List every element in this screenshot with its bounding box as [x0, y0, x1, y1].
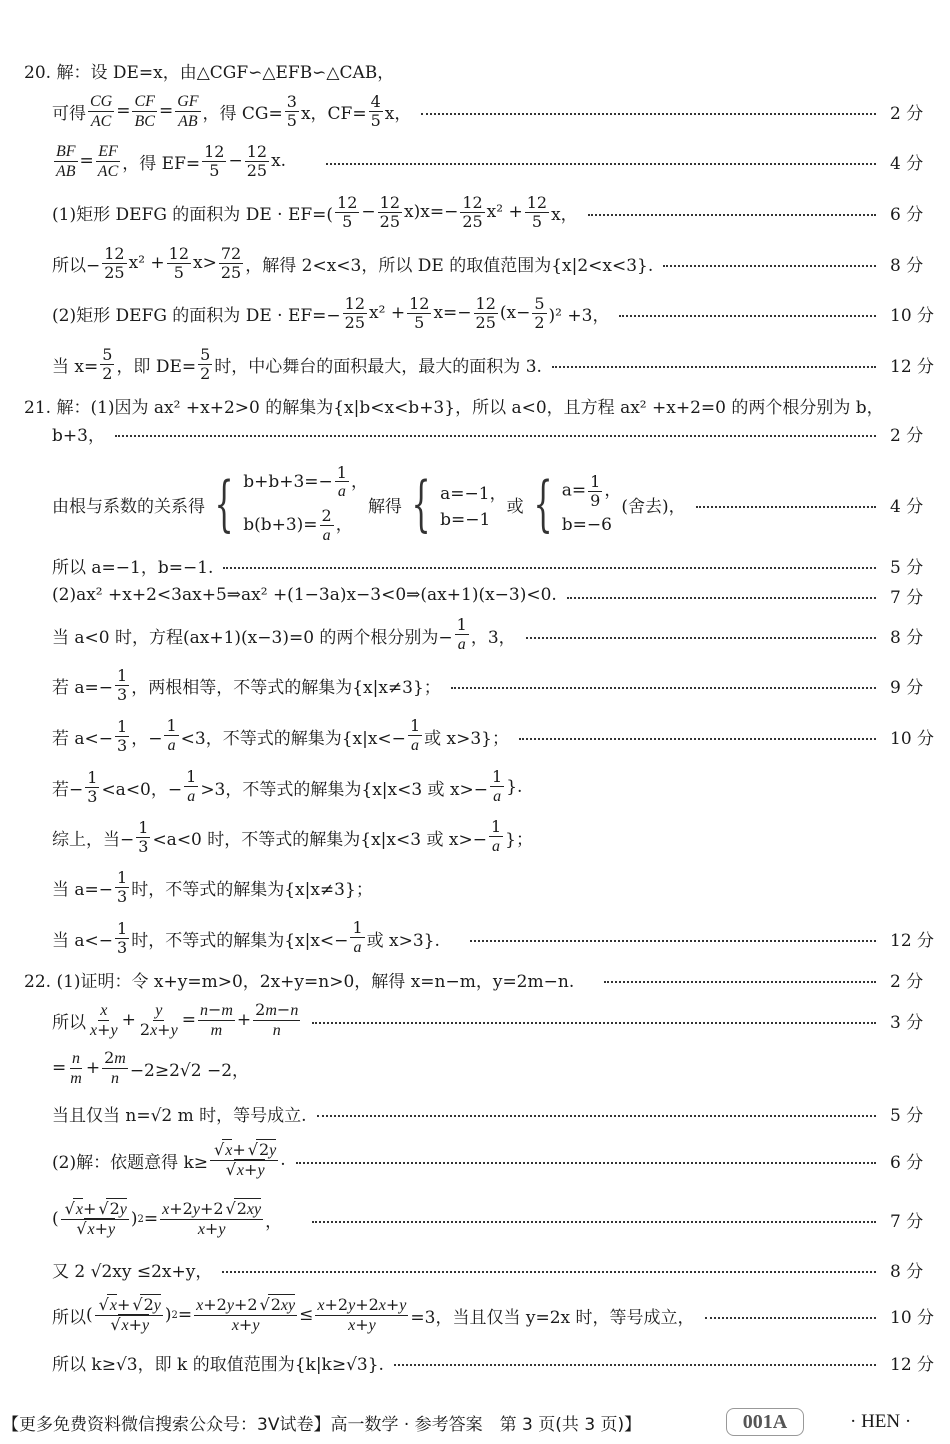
score-label: 5 分: [890, 1105, 924, 1126]
text: 当 x=: [52, 356, 99, 377]
leader-dots: [526, 637, 876, 639]
text: b+b+3=−: [243, 471, 333, 492]
p22-line-6: ( √ x+ √ 2y √ x+y ) 2 = $\frac{x+2y+2 √ 2xy}{x+y}$ ， 7 分: [0, 1204, 950, 1234]
fraction: $\frac{12}{5}$: [526, 192, 548, 231]
text: x=−: [433, 303, 472, 323]
score-label: 7 分: [890, 1211, 924, 1232]
fraction: $\frac{12}{25}$: [246, 141, 268, 180]
text: 由根与系数的关系得: [52, 496, 205, 517]
p20-line-6: [0, 293, 950, 332]
text: 可得: [52, 103, 86, 124]
fraction: $\frac{GF}{AB}$: [177, 92, 199, 130]
text: 所以: [52, 1012, 86, 1033]
score-label: 6 分: [890, 1152, 924, 1173]
leader-dots: [394, 1364, 876, 1366]
leader-dots: [552, 366, 876, 368]
score-label: 4 分: [890, 153, 924, 174]
fraction: $\frac{12}{5}$: [204, 141, 225, 180]
p21-line-12: 当 a<− $\frac{1}{3}$ 时，不等式的解集为{x|x<− $\frac{1}{a}$ 或 x>3}. 12 分: [0, 923, 950, 953]
score-label: 9 分: [890, 677, 924, 698]
p20-line-4: (1)矩形 DEFG 的面积为 DE · EF=( $\frac{12}{5}$ − $\frac{12}{25}$ x)x=− $\frac{12}{25}$ x² + $\frac{12}{5}$ x， 6 分: [0, 197, 950, 227]
leader-dots: [567, 597, 876, 599]
leader-dots: [223, 567, 876, 569]
p22-line-5: (2)解：依题意得 k≥ √ x+ √ 2y √ x+y . 6 分: [0, 1145, 950, 1175]
leader-dots: [696, 506, 876, 508]
p22-line-9: [0, 1347, 950, 1377]
leader-dots: [312, 1022, 876, 1024]
text: 解得: [367, 496, 402, 517]
text: ，−: [131, 728, 163, 749]
text: a=: [561, 480, 587, 501]
p20-line-3: $\frac{BF}{AB}$ = $\frac{EF}{AC}$ ，得 EF= $\frac{12}{5}$ − $\frac{12}{25}$ x. 4 分: [0, 146, 950, 176]
text: 综上，当−: [52, 829, 135, 850]
p21-line-9: 若− $\frac{1}{3}$ <a<0，− $\frac{1}{a}$ >3，不等式的解集为{x|x<3 或 x>− $\frac{1}{a}$ }.: [52, 767, 523, 806]
text: 时，不等式的解集为{x|x<−: [131, 930, 349, 951]
p22-line-3: = $\frac{n}{m}$ + $\frac{2m}{n}$ −2≥2√2 −2，: [52, 1047, 250, 1087]
p22-line-8: 所以 ( √ x+ √ 2y √ x+y ) 2 = $\frac{x+2y+2 √ 2xy}{x+y}$ ≤ $\frac{x+2y+2x+y}{x+y}$ =3，当且仅当 y=2x 时，等号成立， 10 分: [0, 1300, 950, 1330]
text: 当 a<0 时，方程(ax+1)(x−3)=0 的两个根分别为−: [52, 627, 453, 648]
solution-system-alt: { a= $\frac{1}{9}$ ， b=−6: [533, 469, 622, 539]
text: x，: [551, 204, 578, 225]
leader-dots: [604, 981, 876, 983]
text: 当且仅当 n=√2 m 时，等号成立.: [52, 1105, 307, 1126]
score-label: 10 分: [890, 728, 935, 749]
page-footer: [0, 1404, 950, 1440]
leader-dots: [326, 163, 876, 165]
text: (2)ax² +x+2<3ax+5⇒ax² +(1−3a)x−3<0⇒(ax+1)(x−3)<0.: [52, 585, 557, 605]
fraction: $\frac{12}{5}$: [337, 192, 358, 231]
p20-line-2: 可得 $\frac{CG}{AC}$ = $\frac{CF}{BC}$ = $\frac{GF}{AB}$ ，得 CG= $\frac{3}{5}$ x，CF= $\frac{4}{5}$ x， 2 分: [0, 96, 950, 126]
text: }；: [505, 829, 533, 850]
text: <a<0 时，不等式的解集为{x|x<3 或 x>−: [152, 829, 487, 850]
p21-line-8: 若 a<− $\frac{1}{3}$ ，− $\frac{1}{a}$ <3，不等式的解集为{x|x<− $\frac{1}{a}$ 或 x>3}； 10 分: [0, 721, 950, 751]
p20-intro: 20. 解：设 DE=x，由△CGF∽△EFB∽△CAB，: [24, 62, 395, 83]
fraction: $\frac{CF}{BC}$: [134, 92, 155, 130]
fraction: $\frac{4}{5}$: [370, 91, 381, 130]
text: 所以 a=−1，b=−1.: [52, 557, 214, 578]
text: 或 x>3}.: [366, 930, 440, 951]
score-label: 8 分: [890, 627, 924, 648]
footer-text: 【更多免费资料微信搜索公众号：3V试卷】高一数学 · 参考答案 第 3 页(共 3 页)】: [2, 1414, 642, 1435]
text: <a<0，−: [101, 779, 183, 800]
text: ，两根相等，不等式的解集为{x|x≠3}；: [131, 677, 441, 698]
fraction: $\frac{12}{25}$: [104, 243, 125, 282]
fraction: $\frac{72}{25}$: [220, 243, 242, 282]
text: ，得 EF=: [122, 153, 201, 174]
text: b(b+3)=: [243, 515, 318, 536]
text: x，CF=: [300, 103, 367, 124]
text: (2)解：依题意得 k≥: [52, 1152, 209, 1173]
text: x² +: [486, 202, 523, 222]
text: x)x=−: [404, 202, 459, 222]
score-label: 2 分: [890, 971, 924, 992]
p20-line-1: [0, 55, 950, 85]
text: x² +: [128, 253, 165, 273]
solution-system: { a=−1， b=−1: [411, 469, 507, 539]
leader-dots: [470, 940, 876, 942]
text: >3，不等式的解集为{x|x<3 或 x>−: [200, 779, 489, 800]
score-label: 2 分: [890, 103, 924, 124]
text: (2)矩形 DEFG 的面积为 DE · EF=−: [52, 305, 341, 326]
score-label: 12 分: [890, 930, 935, 951]
p20-line-7: [0, 344, 950, 383]
leader-dots: [222, 1271, 876, 1273]
leader-dots: [619, 315, 876, 317]
p21-line-1: [0, 390, 950, 420]
leader-dots: [312, 1221, 876, 1223]
p21-line-6: 当 a<0 时，方程(ax+1)(x−3)=0 的两个根分别为− $\frac{1}{a}$ ，3， 8 分: [0, 620, 950, 650]
fraction: $\frac{CG}{AC}$: [90, 92, 113, 130]
score-label: 2 分: [890, 425, 924, 446]
leader-dots: [519, 738, 876, 740]
text: x² +: [369, 303, 406, 323]
p21-line-10: 综上，当− $\frac{1}{3}$ <a<0 时，不等式的解集为{x|x<3 或 x>− $\frac{1}{a}$ }；: [52, 817, 533, 856]
text: 若 a<−: [52, 728, 114, 749]
text: b=−6: [561, 515, 612, 536]
text: 若−: [52, 779, 84, 800]
leader-dots: [296, 1162, 876, 1164]
text: 或: [506, 496, 524, 517]
text: (1)矩形 DEFG 的面积为 DE · EF=(: [52, 204, 334, 225]
fraction: $\frac{12}{25}$: [344, 293, 366, 332]
text: 所以: [52, 1307, 86, 1328]
fraction: $\frac{5}{2}$: [534, 293, 545, 332]
leader-dots: [115, 435, 876, 437]
score-label: 10 分: [890, 305, 935, 326]
p21-intro: 21. 解：(1)因为 ax² +x+2>0 的解集为{x|b<x<b+3}，所以 a<0，且方程 ax² +x+2=0 的两个根分别为 b，: [24, 397, 884, 418]
text: }.: [506, 777, 523, 797]
text: b+3，: [52, 425, 105, 446]
p21-line-3: [0, 462, 950, 544]
text: b=−1: [440, 509, 491, 530]
leader-dots: [317, 1115, 876, 1117]
score-label: 8 分: [890, 1261, 924, 1282]
text: ，解得 2<x<3，所以 DE 的取值范围为{x|2<x<3}.: [245, 255, 654, 276]
score-label: 3 分: [890, 1012, 924, 1033]
text: x，: [384, 103, 412, 124]
p21-line-7: 若 a=− $\frac{1}{3}$ ，两根相等，不等式的解集为{x|x≠3}； 9 分: [0, 670, 950, 700]
p22-line-7: [0, 1254, 950, 1284]
fraction: $\frac{12}{25}$: [475, 293, 496, 332]
score-label: 10 分: [890, 1307, 935, 1328]
text: 又 2 √2xy ≤2x+y，: [52, 1261, 213, 1282]
text: ，即 DE=: [116, 356, 197, 377]
text: 当 a=−: [52, 879, 114, 900]
text: .: [280, 1150, 286, 1170]
text: 22. (1)证明：令 x+y=m>0，2x+y=n>0，解得 x=n−m，y=2m−n.: [24, 971, 575, 992]
text: =: [52, 1058, 67, 1078]
p21-line-2: [0, 418, 950, 448]
score-label: 12 分: [890, 356, 935, 377]
fraction: $\frac{EF}{AC}$: [97, 142, 119, 180]
text: 所以−: [52, 255, 101, 276]
p21-line-11: 当 a=− $\frac{1}{3}$ 时，不等式的解集为{x|x≠3}；: [52, 867, 373, 906]
text: a=−1，: [440, 483, 507, 504]
fraction: $\frac{5}{2}$: [102, 344, 113, 383]
p21-line-5: [0, 580, 950, 610]
text: (舍去)，: [621, 496, 686, 517]
text: x>: [193, 253, 217, 273]
text: x.: [271, 151, 287, 171]
region-label: · HEN ·: [850, 1411, 912, 1432]
fraction: $\frac{12}{5}$: [409, 293, 430, 332]
fraction: $\frac{BF}{AB}$: [56, 142, 76, 180]
fraction: $\frac{12}{25}$: [462, 192, 483, 231]
leader-dots: [451, 687, 876, 689]
p22-line-1: [0, 964, 950, 994]
text: 若 a=−: [52, 677, 114, 698]
score-label: 8 分: [890, 255, 924, 276]
leader-dots: [421, 113, 876, 115]
p21-line-4: [0, 550, 950, 580]
text: )² +3，: [548, 305, 610, 326]
text: 时，不等式的解集为{x|x≠3}；: [131, 879, 373, 900]
score-label: 6 分: [890, 204, 924, 225]
text: 或 x>3}；: [424, 728, 509, 749]
text: ，3，: [470, 627, 516, 648]
score-label: 5 分: [890, 557, 924, 578]
text: −2≥2√2 −2，: [129, 1060, 250, 1081]
score-label: 7 分: [890, 587, 924, 608]
text: 当 a<−: [52, 930, 114, 951]
text: 所以 k≥√3，即 k 的取值范围为{k|k≥√3}.: [52, 1354, 384, 1375]
text: =3，当且仅当 y=2x 时，等号成立，: [410, 1307, 695, 1328]
text: <3，不等式的解集为{x|x<−: [180, 728, 406, 749]
equation-system: { b+b+3=− $\frac{1}{a}$ ， b(b+3)= $\frac{2}{a}$ ，: [214, 462, 368, 544]
fraction: $\frac{12}{5}$: [168, 243, 190, 282]
leader-dots: [663, 265, 876, 267]
text: ，得 CG=: [202, 103, 283, 124]
fraction: $\frac{12}{25}$: [379, 192, 401, 231]
score-label: 4 分: [890, 496, 924, 517]
fraction: $\frac{5}{2}$: [200, 344, 211, 383]
p22-line-4: [0, 1098, 950, 1128]
p20-line-5: [0, 243, 950, 282]
text: 时，中心舞台的面积最大，最大的面积为 3.: [214, 356, 542, 377]
leader-dots: [705, 1317, 876, 1319]
fraction: $\frac{3}{5}$: [286, 91, 297, 130]
score-label: 12 分: [890, 1354, 935, 1375]
paper-code-badge: 001A: [726, 1408, 804, 1436]
p22-line-2: 所以 $\frac{x}{x+y}$ + $\frac{y}{2x+y}$ = $\frac{n-m}{m}$ + $\frac{2m-n}{n}$ 3 分: [0, 1005, 950, 1035]
leader-dots: [588, 214, 876, 216]
text: (x−: [499, 303, 531, 323]
